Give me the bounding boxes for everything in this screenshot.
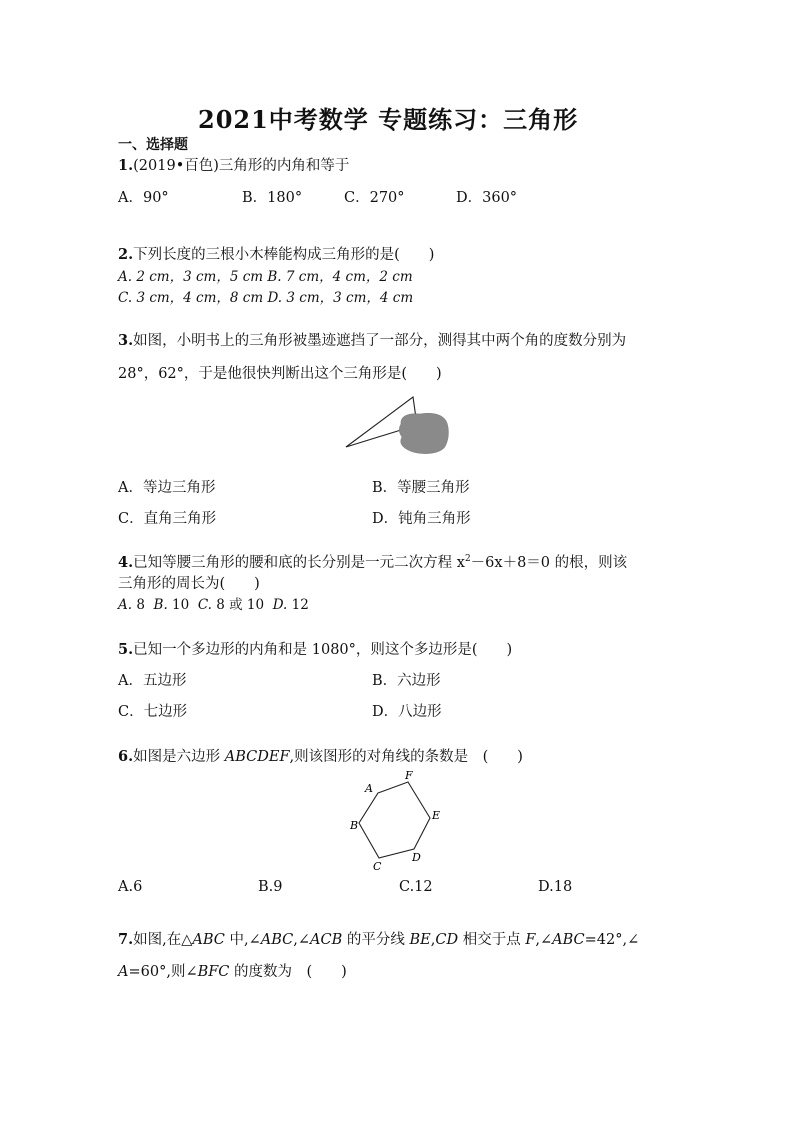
option-c[interactable]: C．直角三角形: [118, 511, 217, 527]
text-run: ABC: [552, 932, 585, 948]
text-run: ,∠: [535, 932, 553, 948]
question-text-line2: 三角形的周长为( ): [118, 576, 260, 592]
text-run: CD: [435, 932, 459, 948]
question-7-line1: [133, 932, 639, 948]
option-d[interactable]: D．360°: [456, 190, 518, 206]
text-run: BFC: [197, 964, 230, 980]
option-c[interactable]: C．七边形: [118, 704, 188, 720]
question-text: 下列长度的三根小木棒能构成三角形的是( ): [133, 247, 435, 263]
question-number: 5.: [118, 641, 134, 658]
question-text-b: ,则该图形的对角线的条数是 ( ): [289, 749, 523, 765]
option-a[interactable]: A．90°: [118, 190, 169, 206]
text-run: ,: [430, 932, 436, 948]
vertex-label-f: F: [405, 769, 413, 782]
option-b[interactable]: B．六边形: [372, 673, 441, 689]
text-run: 中,∠: [224, 932, 261, 948]
option-a[interactable]: A．五边形: [118, 673, 187, 689]
option-c[interactable]: C.12: [399, 879, 433, 895]
option-b[interactable]: B．180°: [242, 190, 303, 206]
hexagon-name: ABCDEF: [224, 749, 290, 765]
option-c-letter[interactable]: C.: [197, 597, 212, 613]
option-c[interactable]: C．270°: [344, 190, 405, 206]
question-7: [118, 928, 639, 949]
option-c-letter[interactable]: C.: [118, 290, 133, 306]
option-d-letter[interactable]: D.: [272, 597, 288, 613]
option-b-letter[interactable]: B.: [153, 597, 168, 613]
vertex-label-b: B: [350, 819, 359, 832]
text-run: ACB: [310, 932, 343, 948]
option-d-value: 3 cm，3 cm，4 cm: [286, 290, 414, 306]
question-number: 2.: [118, 246, 134, 263]
option-a[interactable]: A.6: [118, 879, 143, 895]
question-text: 已知一个多边形的内角和是 1080°，则这个多边形是( ): [133, 642, 513, 658]
option-d-value: 12: [291, 597, 309, 613]
question-text-b: －6x＋8＝0 的根，则该: [470, 555, 628, 571]
text-run: =60°,则∠: [128, 964, 198, 980]
option-a-value: 2 cm，3 cm，5 cm: [136, 269, 264, 285]
question-number: 6.: [118, 748, 134, 765]
question-text-a: 如图是六边形: [133, 749, 225, 765]
option-a[interactable]: A．等边三角形: [118, 480, 216, 496]
text-run: ABC: [192, 932, 225, 948]
question-text-line1: 如图，小明书上的三角形被墨迹遮挡了一部分，测得其中两个角的度数分别为: [133, 333, 627, 349]
text-run: ,∠: [293, 932, 311, 948]
option-b-value: 7 cm，4 cm，2 cm: [285, 269, 413, 285]
text-run: BE: [409, 932, 431, 948]
question-number: 1.: [118, 157, 134, 174]
text-run: ABC: [260, 932, 294, 948]
option-b[interactable]: B．等腰三角形: [372, 480, 470, 496]
vertex-label-c: C: [373, 860, 382, 873]
text-run: A: [118, 964, 129, 980]
option-b[interactable]: B.9: [258, 879, 283, 895]
exponent: 2: [464, 554, 471, 565]
option-d-letter[interactable]: D.: [267, 290, 283, 306]
option-a-letter[interactable]: A.: [118, 269, 133, 285]
text-run: 如图,在△: [133, 932, 193, 948]
vertex-label-e: E: [432, 809, 441, 822]
option-c-value: 8 或 10: [216, 597, 265, 613]
section-heading: 一、选择题: [118, 137, 188, 153]
option-d[interactable]: D.18: [538, 879, 573, 895]
text-run: 的平分线: [342, 932, 410, 948]
question-text: (2019•百色)三角形的内角和等于: [133, 158, 350, 174]
text-run: F: [525, 932, 536, 948]
question-7-line2: [118, 960, 347, 981]
text-run: 相交于点: [458, 932, 526, 948]
option-c-value: 3 cm，4 cm，8 cm: [136, 290, 264, 306]
question-text-a: 已知等腰三角形的腰和底的长分别是一元二次方程 x: [133, 555, 465, 571]
question-number: 7.: [118, 931, 134, 948]
option-a-letter[interactable]: A.: [118, 597, 133, 613]
page-title: 2021中考数学 专题练习：三角形: [198, 105, 579, 134]
vertex-label-d: D: [412, 851, 421, 864]
option-a-value: 8: [136, 597, 145, 613]
text-run: 的度数为 ( ): [229, 964, 347, 980]
option-d[interactable]: D．钝角三角形: [372, 511, 471, 527]
text-run: =42°,∠: [584, 932, 640, 948]
vertex-label-a: A: [365, 782, 373, 795]
question-number: 3.: [118, 332, 134, 349]
question-text-line2: 28°，62°，于是他很快判断出这个三角形是( ): [118, 366, 442, 382]
option-b-value: 10: [172, 597, 190, 613]
question-number: 4.: [118, 554, 134, 571]
option-d[interactable]: D．八边形: [372, 704, 442, 720]
option-b-letter[interactable]: B.: [267, 269, 282, 285]
